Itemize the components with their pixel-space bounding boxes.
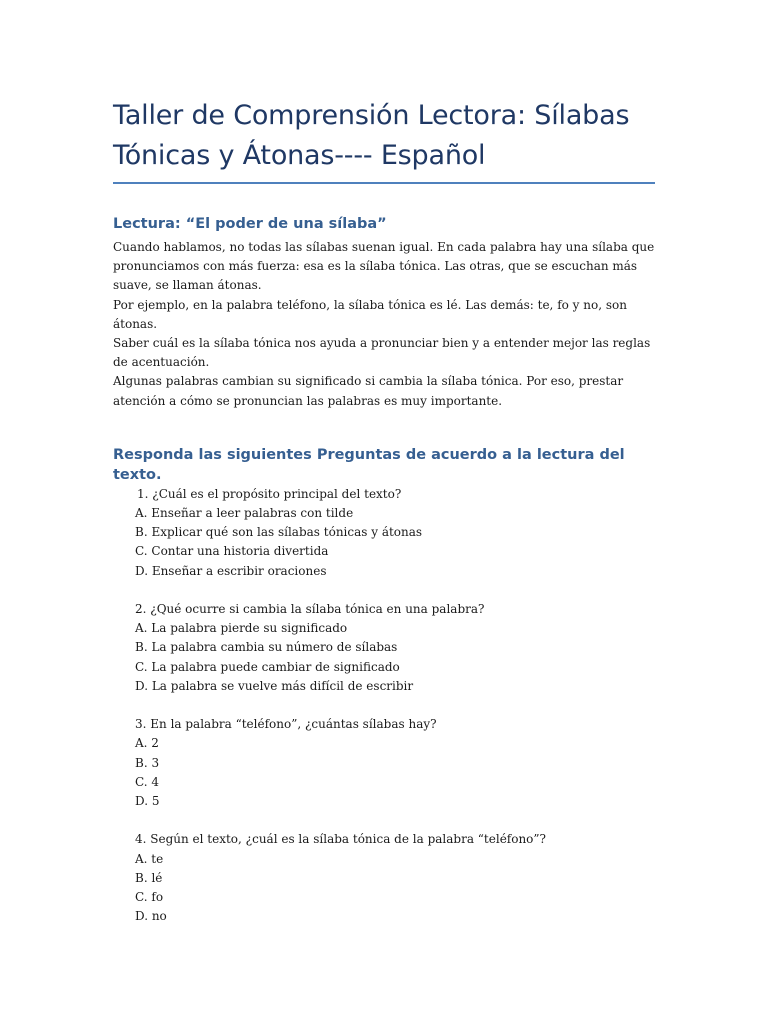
question-text: 1. ¿Cuál es el propósito principal del texto? (137, 486, 402, 501)
document-title-line-2: Tónicas y Átonas---- Español (113, 140, 486, 171)
question-4 (113, 830, 655, 926)
reading-paragraph: Cuando hablamos, no todas las sílabas suenan igual. En cada palabra hay una sílaba que pronunciamos con más fuerza: esa es la sílaba tónica. Las otras, que se escuchan más suave, se llaman átonas. (113, 240, 655, 293)
reading-paragraph: Saber cuál es la sílaba tónica nos ayuda a pronunciar bien y a entender mejor las reglas de acentuación. (113, 336, 651, 370)
answer-option: B. Explicar qué son las sílabas tónicas y átonas (135, 525, 423, 540)
document-page (113, 96, 655, 926)
answer-option: B. La palabra cambia su número de sílabas (135, 640, 398, 655)
title-underline-rule (113, 182, 655, 184)
answer-option: D. no (135, 909, 167, 924)
answer-option: D. La palabra se vuelve más difícil de escribir (135, 678, 414, 693)
answer-option: B. lé (135, 870, 163, 885)
document-title (113, 96, 655, 176)
question-text: 3. En la palabra “teléfono”, ¿cuántas sílabas hay? (135, 717, 437, 732)
answer-option: A. Enseñar a leer palabras con tilde (135, 506, 354, 521)
answer-option: D. Enseñar a escribir oraciones (135, 563, 327, 578)
answer-option: C. 4 (135, 774, 160, 789)
answer-option: D. 5 (135, 794, 160, 809)
reading-heading: Lectura: “El poder de una sílaba” (113, 216, 387, 232)
question-3 (113, 715, 655, 811)
question-1 (113, 485, 655, 581)
answer-option: A. La palabra pierde su significado (135, 621, 348, 636)
question-2 (113, 600, 655, 696)
answer-option: C. La palabra puede cambiar de significado (135, 659, 400, 674)
reading-paragraph: Algunas palabras cambian su significado si cambia la sílaba tónica. Por eso, prestar atención a cómo se pronuncian las palabras es muy importante. (113, 374, 624, 408)
answer-option: A. 2 (135, 736, 159, 751)
answer-option: C. fo (135, 890, 164, 905)
question-text: 2. ¿Qué ocurre si cambia la sílaba tónica en una palabra? (135, 602, 485, 617)
answer-option: A. te (135, 851, 164, 866)
question-text: 4. Según el texto, ¿cuál es la sílaba tónica de la palabra “teléfono”? (135, 832, 546, 847)
reading-paragraph: Por ejemplo, en la palabra teléfono, la sílaba tónica es lé. Las demás: te, fo y no, son átonas. (113, 297, 627, 331)
reading-body (113, 238, 655, 411)
answer-option: C. Contar una historia divertida (135, 544, 329, 559)
questions-heading: Responda las siguientes Preguntas de acuerdo a la lectura del texto. (113, 446, 625, 483)
document-title-line-1: Taller de Comprensión Lectora: Sílabas (113, 100, 630, 131)
answer-option: B. 3 (135, 755, 160, 770)
